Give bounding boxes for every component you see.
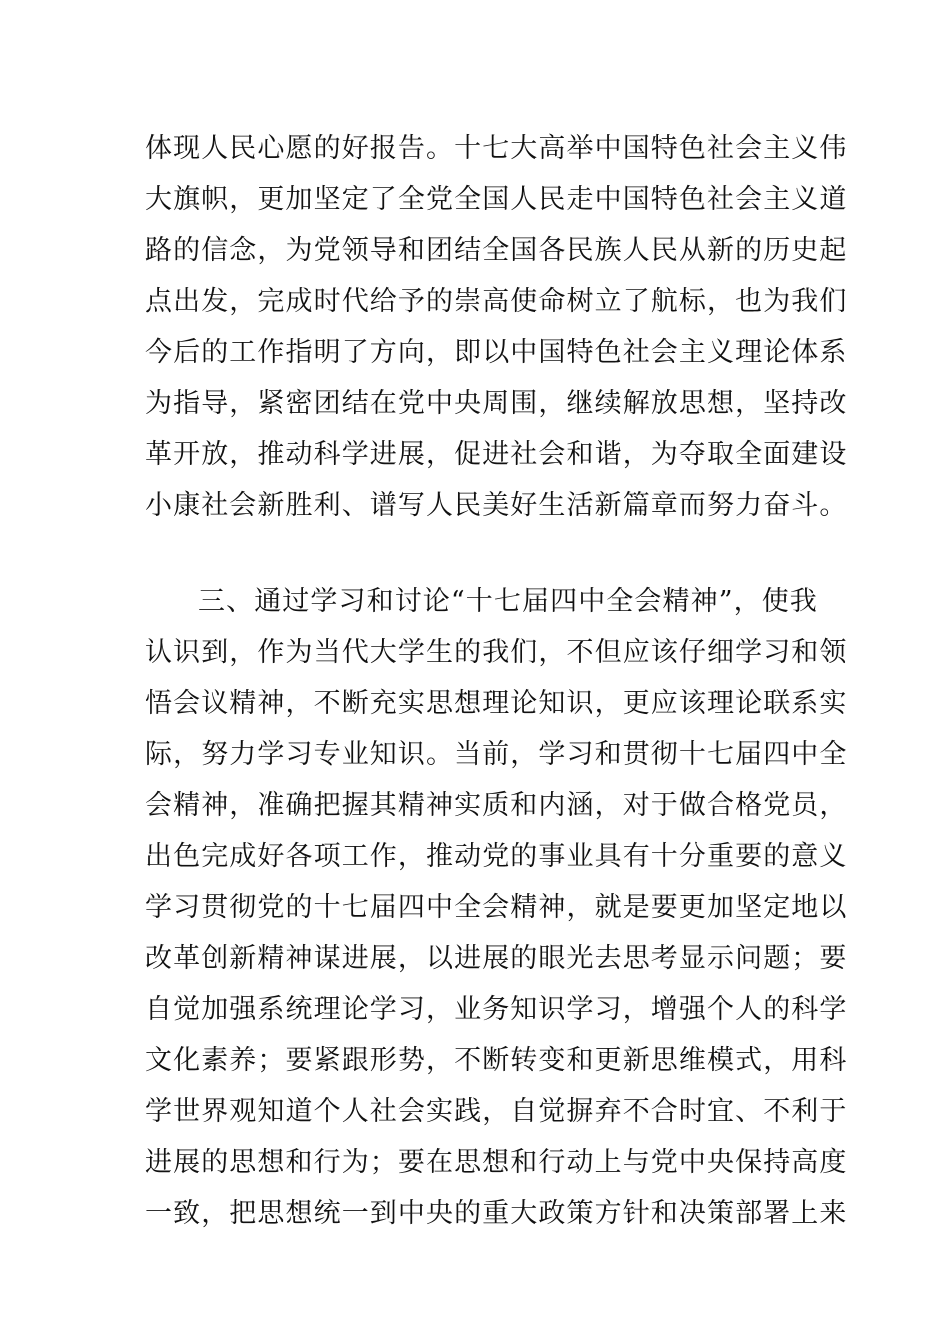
paragraph-line: 际，努力学习专业知识。当前，学习和贯彻十七届四中全 (145, 739, 848, 770)
paragraph-line: 文化素养；要紧跟形势，不断转变和更新思维模式，用科 (145, 1045, 848, 1076)
paragraph-line: 小康社会新胜利、谱写人民美好生活新篇章而努力奋斗。 (145, 490, 848, 521)
paragraph-line: 出色完成好各项工作，推动党的事业具有十分重要的意义 (145, 841, 848, 872)
paragraph-line: 革开放，推动科学进展，促进社会和谐，为夺取全面建设 (145, 439, 848, 470)
paragraph-line: 路的信念，为党领导和团结全国各民族人民从新的历史起 (145, 235, 848, 266)
paragraph-line: 体现人民心愿的好报告。十七大高举中国特色社会主义伟 (145, 133, 848, 164)
paragraph-line: 改革创新精神谋进展，以进展的眼光去思考显示问题；要 (145, 943, 848, 974)
paragraph-line: 自觉加强系统理论学习，业务知识学习，增强个人的科学 (145, 994, 848, 1025)
paragraph-line: 三、通过学习和讨论“十七届四中全会精神”，使我 (198, 586, 818, 617)
paragraph-line: 进展的思想和行为；要在思想和行动上与党中央保持高度 (145, 1147, 848, 1178)
paragraph-line: 悟会议精神，不断充实思想理论知识，更应该理论联系实 (145, 688, 848, 719)
paragraph-line: 会精神，准确把握其精神实质和内涵，对于做合格党员， (145, 790, 848, 821)
paragraph-line: 今后的工作指明了方向，即以中国特色社会主义理论体系 (145, 337, 848, 368)
paragraph-line: 认识到，作为当代大学生的我们，不但应该仔细学习和领 (145, 637, 848, 668)
paragraph-line: 大旗帜，更加坚定了全党全国人民走中国特色社会主义道 (145, 184, 848, 215)
paragraph-line: 点出发，完成时代给予的崇高使命树立了航标，也为我们 (145, 286, 848, 317)
paragraph-line: 为指导，紧密团结在党中央周围，继续解放思想，坚持改 (145, 388, 848, 419)
paragraph-line: 一致，把思想统一到中央的重大政策方针和决策部署上来 (145, 1198, 848, 1229)
paragraph-line: 学世界观知道个人社会实践，自觉摒弃不合时宜、不利于 (145, 1096, 848, 1127)
paragraph-line: 学习贯彻党的十七届四中全会精神，就是要更加坚定地以 (145, 892, 848, 923)
